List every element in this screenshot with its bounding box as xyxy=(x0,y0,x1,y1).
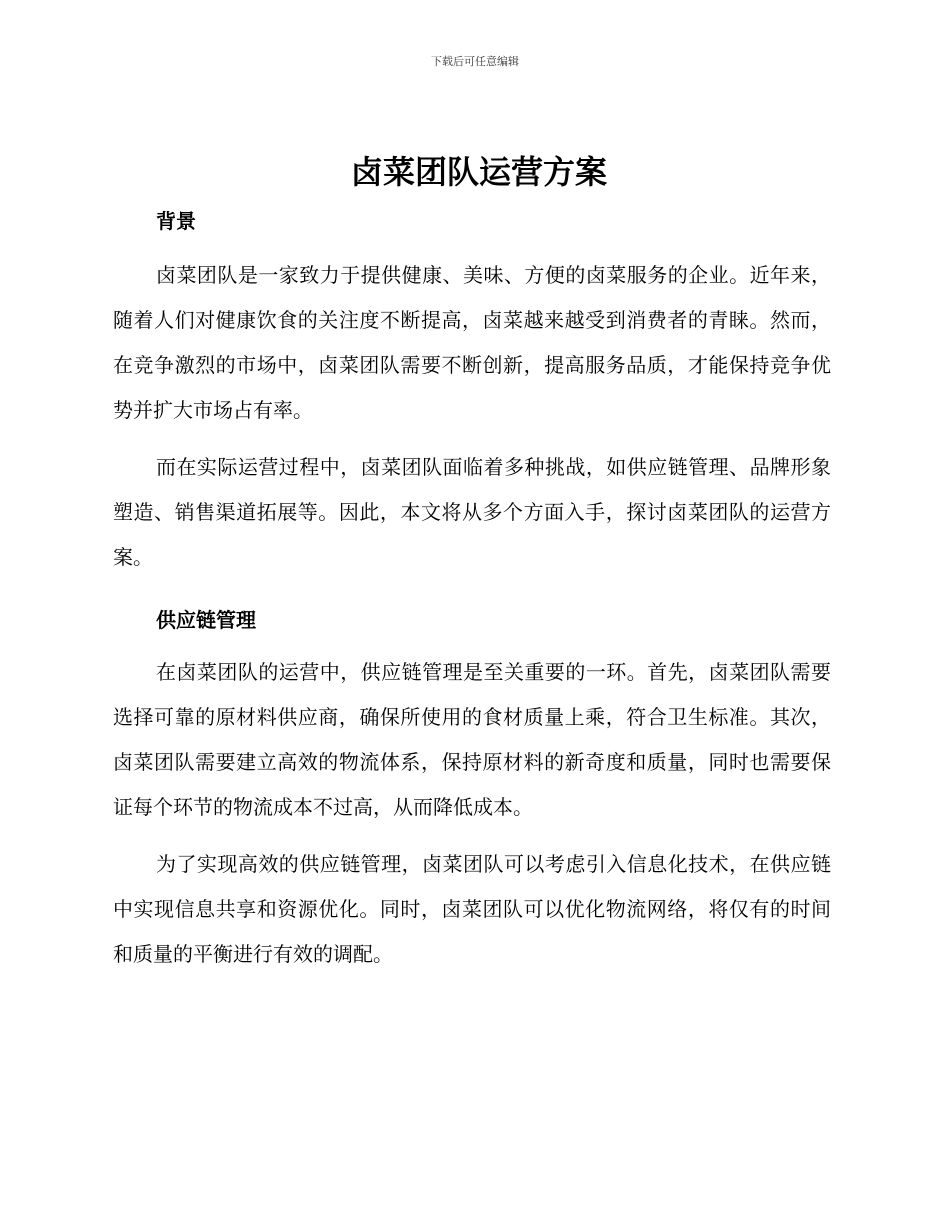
document-body xyxy=(113,150,831,977)
paragraph: 卤菜团队是一家致力于提供健康、美味、方便的卤菜服务的企业。近年来，随着人们对健康饮食的关注度不断提高，卤菜越来越受到消费者的青睐。然而，在竞争激烈的市场中，卤菜团队需要不断创新，提高服务品质，才能保持竞争优势并扩大市场占有率。 xyxy=(113,263,831,422)
paragraph: 为了实现高效的供应链管理，卤菜团队可以考虑引入信息化技术，在供应链中实现信息共享和资源优化。同时，卤菜团队可以优化物流网络，将仅有的时间和质量的平衡进行有效的调配。 xyxy=(113,852,831,966)
page-header-note: 下载后可任意编辑 xyxy=(431,55,519,68)
paragraph: 在卤菜团队的运营中，供应链管理是至关重要的一环。首先，卤菜团队需要选择可靠的原材料供应商，确保所使用的食材质量上乘，符合卫生标准。其次，卤菜团队需要建立高效的物流体系，保持原材料的新奇度和质量，同时也需要保证每个环节的物流成本不过高，从而降低成本。 xyxy=(113,660,831,819)
paragraph: 而在实际运营过程中，卤菜团队面临着多种挑战，如供应链管理、品牌形象塑造、销售渠道拓展等。因此，本文将从多个方面入手，探讨卤菜团队的运营方案。 xyxy=(113,455,831,569)
document-title: 卤菜团队运营方案 xyxy=(350,153,607,191)
section-heading-supply-chain: 供应链管理 xyxy=(156,608,256,632)
section-heading-background: 背景 xyxy=(156,209,196,233)
